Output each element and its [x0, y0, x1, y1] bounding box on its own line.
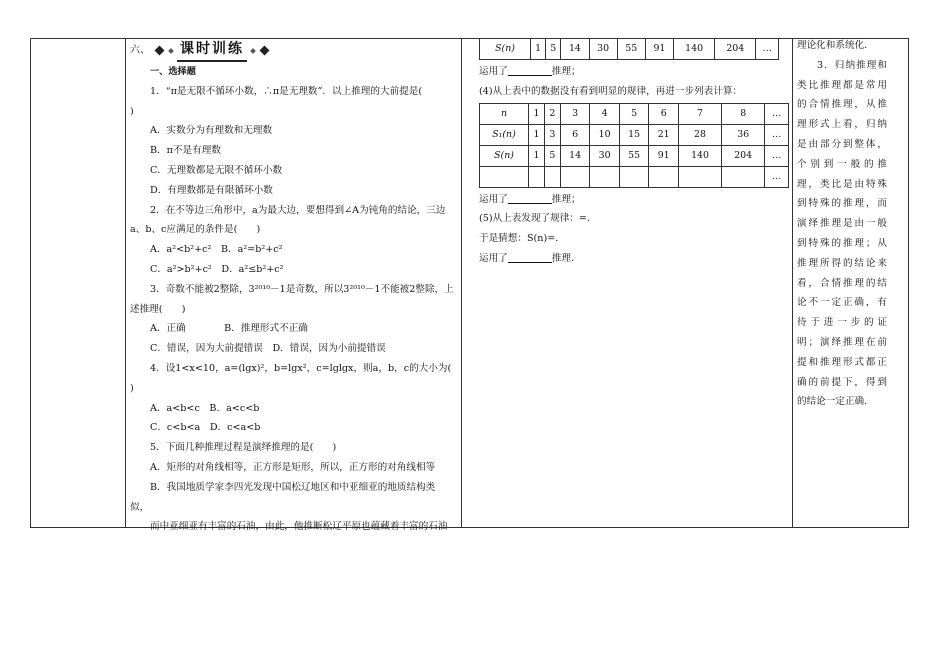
- table-cell: n: [480, 104, 529, 125]
- table-row: [480, 145, 789, 166]
- q5-stem: 5．下面几种推理过程是演绎推理的是( ): [150, 442, 337, 454]
- table-cell: 4: [590, 104, 620, 125]
- answer-blank: [508, 252, 552, 263]
- table-cell: 140: [674, 39, 715, 60]
- diamond-icon: [168, 48, 174, 54]
- diamond-icon: [155, 46, 165, 56]
- answer-blank: [508, 65, 552, 76]
- note-line: 演绎推理是由一般: [797, 218, 887, 230]
- table-cell: 30: [590, 145, 620, 166]
- table-row: [480, 166, 789, 187]
- table-cell: …: [765, 125, 789, 146]
- table-cell: [480, 166, 529, 187]
- q5-option-b: B．我国地质学家李四光发现中国松辽地区和中亚细亚的地质结构类: [150, 481, 436, 493]
- table-cell: 5: [619, 104, 649, 125]
- note-line: 到特殊的推理；从: [797, 237, 887, 249]
- table-cell: [560, 166, 590, 187]
- table-cell: 1: [529, 145, 545, 166]
- table-row: [480, 104, 789, 125]
- diamond-icon: [250, 48, 256, 54]
- table-cell: 5: [544, 145, 560, 166]
- table-cell: S(n): [480, 145, 529, 166]
- note-line: 理论化和系统化．: [797, 40, 874, 51]
- column-divider: [461, 38, 462, 528]
- table-cell: [619, 166, 649, 187]
- note-line: 待于进一步的证: [797, 317, 887, 329]
- table-cell: 3: [560, 104, 590, 125]
- note-line: 是由部分到整体，: [797, 138, 887, 150]
- q3-options-cd: C．错误，因为大前提错误 D．错误，因为小前提错误: [150, 343, 386, 355]
- q1-option-d: D．有理数都是有限循环小数: [150, 184, 273, 196]
- table-cell: 28: [678, 125, 721, 146]
- q2-options-cd: C．a²>b²+c² D．a²≤b²+c²: [150, 263, 284, 275]
- table-cell: 91: [649, 145, 679, 166]
- note-line: 确的前提下，得到: [797, 376, 887, 388]
- q5-option-b-cont2: 而中亚细亚有丰富的石油，由此，他推断松辽平原也蕴藏着丰富的石油: [150, 521, 448, 533]
- sequence-table: [479, 103, 789, 187]
- step-5-text: (5)从上表发现了规律：=．: [479, 213, 597, 225]
- note-line: 提和推理形式都正: [797, 356, 887, 368]
- note-line: 类比推理都是常用: [797, 79, 887, 91]
- note-line: 理形式上看，归纳: [797, 119, 887, 131]
- table-cell: 204: [715, 39, 756, 60]
- table-cell: 140: [678, 145, 721, 166]
- sub-heading: 一、选择题: [150, 66, 196, 77]
- note-line: 推理所得的结论来: [797, 257, 887, 269]
- worked-example-column: [479, 38, 791, 269]
- q5-option-a: A．矩形的对角线相等，正方形是矩形，所以，正方形的对角线相等: [150, 461, 436, 473]
- guess-text: 于是猜想：S(n)=．: [479, 233, 565, 245]
- table-cell: …: [765, 104, 789, 125]
- table-cell: 55: [619, 145, 649, 166]
- banner-title: 课时训练: [177, 40, 247, 62]
- exercise-column: [130, 40, 455, 537]
- q2-options-ab: A．a²<b²+c² B．a²=b²+c²: [150, 244, 283, 256]
- q2-stem: 2．在不等边三角形中，a为最大边，要想得到∠A为钝角的结论，三边: [150, 204, 446, 216]
- table-cell: 6: [649, 104, 679, 125]
- table-cell: 2: [544, 104, 560, 125]
- table-cell: 1: [529, 104, 545, 125]
- q3-stem-cont: 述推理( ): [130, 303, 186, 315]
- table-cell: [590, 166, 620, 187]
- answer-blank: [508, 193, 552, 204]
- diamond-icon: [260, 46, 270, 56]
- q1-option-c: C．无理数都是无限不循环小数: [150, 164, 283, 176]
- q3-options-ab: A．正确 B．推理形式不正确: [150, 323, 308, 335]
- column-divider: [125, 38, 126, 528]
- table-cell: 30: [589, 39, 617, 60]
- q4-stem: 4．设1<x<10，a=(lgx)²，b=lgx²，c=lglgx，则a，b，c的大小为(: [150, 362, 452, 374]
- q2-stem-cont: a、b、c应满足的条件是( ): [130, 224, 261, 236]
- note-line: 论不一定正确，有: [797, 297, 887, 309]
- column-divider: [792, 38, 793, 528]
- q1-option-a: A．实数分为有理数和无理数: [150, 125, 273, 137]
- note-paragraph: [797, 56, 887, 412]
- q5-option-b-cont: 似，: [130, 501, 150, 513]
- table-cell: 55: [617, 39, 645, 60]
- used-reasoning-line: 运用了 推理；: [479, 193, 581, 205]
- q4-stem-end: ): [130, 382, 134, 394]
- note-line: 个别到一般的推: [797, 158, 887, 170]
- table-cell: 5: [546, 39, 561, 60]
- table-cell: [649, 166, 679, 187]
- table-cell: 14: [561, 39, 589, 60]
- table-cell: S₁(n): [480, 125, 529, 146]
- table-cell: [678, 166, 721, 187]
- q1-stem: 1．“π是无限不循环小数，∴π是无理数”．以上推理的大前提是(: [150, 85, 423, 97]
- note-line: 到特殊的推理，而: [797, 198, 887, 210]
- table-cell: …: [765, 145, 789, 166]
- table-cell: S(n): [480, 39, 531, 60]
- note-line: 理，类比是由特殊: [797, 178, 887, 190]
- table-cell: 10: [590, 125, 620, 146]
- table-cell: 3: [544, 125, 560, 146]
- q1-stem-end: ): [130, 105, 134, 117]
- table-cell: [529, 166, 545, 187]
- q3-stem: 3．奇数不能被2整除，3²⁰¹⁰－1是奇数，所以3²⁰¹⁰－1不能被2整除，上: [150, 283, 454, 295]
- q1-option-b: B．π不是有理数: [150, 145, 221, 157]
- table-cell: 15: [619, 125, 649, 146]
- q4-options-cd: C．c<b<a D．c<a<b: [150, 422, 261, 434]
- used-reasoning-line: 运用了 推理．: [479, 252, 581, 264]
- table-cell: [722, 166, 765, 187]
- sequence-table-top: [479, 38, 779, 60]
- notes-column: [797, 36, 887, 412]
- note-line: 3．归纳推理和: [817, 59, 887, 71]
- table-cell: [544, 166, 560, 187]
- table-cell: …: [756, 39, 779, 60]
- note-line: 的结论一定正确．: [797, 396, 874, 408]
- note-line: 的合情推理，从推: [797, 99, 887, 111]
- table-cell: 6: [560, 125, 590, 146]
- table-cell: 1: [529, 125, 545, 146]
- section-number: 六、: [130, 45, 150, 57]
- table-cell: …: [765, 166, 789, 187]
- table-cell: 21: [649, 125, 679, 146]
- table-cell: 91: [645, 39, 673, 60]
- table-cell: 8: [722, 104, 765, 125]
- table-cell: 1: [531, 39, 546, 60]
- banner: [154, 40, 270, 62]
- table-cell: 7: [678, 104, 721, 125]
- step-4-text: (4)从上表中的数据没有看到明显的规律，再进一步列表计算：: [479, 85, 743, 97]
- used-reasoning-line: 运用了 推理；: [479, 65, 581, 77]
- section-header: [130, 40, 455, 62]
- table-row: [480, 125, 789, 146]
- table-cell: 14: [560, 145, 590, 166]
- table-cell: 36: [722, 125, 765, 146]
- table-row: [480, 39, 779, 60]
- note-line: 明；演绎推理在前: [797, 336, 887, 348]
- note-line: 看，合情推理的结: [797, 277, 887, 289]
- q4-options-ab: A．a<b<c B．a<c<b: [150, 402, 260, 414]
- table-cell: 204: [722, 145, 765, 166]
